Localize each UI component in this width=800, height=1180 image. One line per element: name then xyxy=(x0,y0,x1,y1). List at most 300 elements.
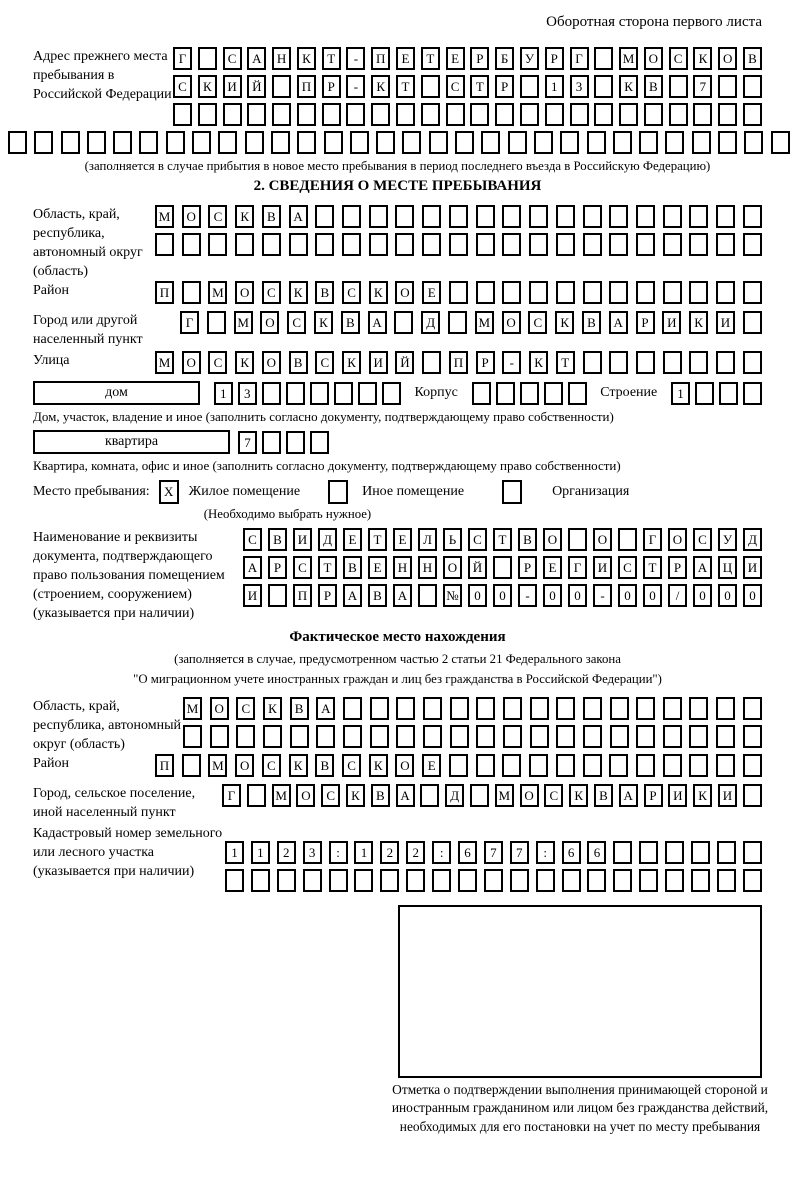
char-cell xyxy=(192,131,211,154)
char-cell: С xyxy=(262,754,281,777)
prev-address-row-4 xyxy=(8,131,790,155)
char-cell xyxy=(286,431,305,454)
char-cell: 0 xyxy=(543,584,562,607)
char-cell xyxy=(208,233,227,256)
char-cell: О xyxy=(593,528,612,551)
prev-address-row-1 xyxy=(173,47,762,71)
char-cell: 2 xyxy=(406,841,425,864)
char-cell: И xyxy=(668,784,687,807)
char-cell xyxy=(370,697,389,720)
char-cell xyxy=(636,205,655,228)
char-cell xyxy=(324,131,343,154)
document-row-3 xyxy=(243,584,762,608)
fact-title: Фактическое место нахождения xyxy=(289,629,506,646)
char-cell: В xyxy=(582,311,601,334)
char-cell xyxy=(484,869,503,892)
char-cell xyxy=(556,205,575,228)
char-cell: Л xyxy=(418,528,437,551)
char-cell xyxy=(570,103,589,126)
char-cell: О xyxy=(644,47,663,70)
char-cell: Е xyxy=(368,556,387,579)
char-cell xyxy=(198,103,217,126)
char-cell xyxy=(716,351,735,374)
char-cell: Р xyxy=(518,556,537,579)
char-cell: С xyxy=(618,556,637,579)
char-cell xyxy=(423,697,442,720)
char-cell: С xyxy=(236,697,255,720)
stamp-box xyxy=(398,905,762,1078)
char-cell: 0 xyxy=(493,584,512,607)
fact-note-2: "О миграционном учете иностранных граждан и лиц без гражданства в Российской Федерации") xyxy=(133,671,662,686)
kadastr-group xyxy=(33,824,762,897)
char-cell xyxy=(663,205,682,228)
char-cell xyxy=(587,131,606,154)
char-cell xyxy=(247,784,266,807)
char-cell xyxy=(173,103,192,126)
fact-raion-row xyxy=(155,754,762,778)
char-cell: М xyxy=(155,205,174,228)
char-cell xyxy=(8,131,27,154)
char-cell xyxy=(530,697,549,720)
char-cell xyxy=(689,281,708,304)
char-cell xyxy=(198,47,217,70)
char-cell: А xyxy=(243,556,262,579)
char-cell: К xyxy=(346,784,365,807)
char-cell xyxy=(421,75,440,98)
char-cell xyxy=(166,131,185,154)
char-cell: - xyxy=(593,584,612,607)
char-cell: Й xyxy=(395,351,414,374)
char-cell: Г xyxy=(570,47,589,70)
kvartira-note: Квартира, комната, офис и иное (заполнить согласно документу, подтверждающему право собственности) xyxy=(33,458,621,474)
char-cell: С xyxy=(223,47,242,70)
char-cell: Т xyxy=(318,556,337,579)
char-cell: С xyxy=(173,75,192,98)
char-cell xyxy=(290,725,309,748)
char-cell: 7 xyxy=(484,841,503,864)
char-cell: К xyxy=(529,351,548,374)
char-cell: В xyxy=(371,784,390,807)
char-cell: О xyxy=(235,281,254,304)
char-cell xyxy=(423,725,442,748)
fact-oblast-row-1 xyxy=(183,697,762,721)
char-cell xyxy=(695,382,714,405)
char-cell xyxy=(568,528,587,551)
char-cell: О xyxy=(182,351,201,374)
char-cell xyxy=(716,697,735,720)
raion-row xyxy=(155,281,762,305)
char-cell: 0 xyxy=(568,584,587,607)
char-cell: 1 xyxy=(545,75,564,98)
char-cell: С xyxy=(208,351,227,374)
char-cell xyxy=(449,754,468,777)
char-cell xyxy=(610,725,629,748)
fact-raion-group xyxy=(33,754,762,782)
char-cell xyxy=(636,233,655,256)
char-cell xyxy=(476,233,495,256)
char-cell xyxy=(743,205,762,228)
char-cell: К xyxy=(369,754,388,777)
char-cell: П xyxy=(155,754,174,777)
char-cell: 7 xyxy=(238,431,257,454)
char-cell: И xyxy=(223,75,242,98)
checkbox-inoe xyxy=(328,480,348,504)
char-cell xyxy=(418,584,437,607)
char-cell: И xyxy=(243,584,262,607)
char-cell xyxy=(663,725,682,748)
char-cell: П xyxy=(449,351,468,374)
char-cell xyxy=(665,841,684,864)
char-cell xyxy=(449,205,468,228)
char-cell xyxy=(717,841,736,864)
char-cell: Г xyxy=(173,47,192,70)
char-cell: К xyxy=(235,205,254,228)
prev-address-rows xyxy=(173,47,762,131)
mesto-label: Место пребывания: xyxy=(33,484,150,500)
char-cell: А xyxy=(247,47,266,70)
char-cell xyxy=(449,281,468,304)
char-cell xyxy=(613,869,632,892)
char-cell: 0 xyxy=(693,584,712,607)
char-cell: С xyxy=(262,281,281,304)
char-cell: К xyxy=(289,281,308,304)
char-cell xyxy=(536,869,555,892)
char-cell xyxy=(476,205,495,228)
char-cell xyxy=(155,233,174,256)
char-cell xyxy=(530,725,549,748)
char-cell xyxy=(609,233,628,256)
char-cell xyxy=(236,725,255,748)
char-cell: Г xyxy=(568,556,587,579)
char-cell xyxy=(743,351,762,374)
char-cell xyxy=(316,725,335,748)
char-cell xyxy=(719,382,738,405)
char-cell: В xyxy=(268,528,287,551)
char-cell: Е xyxy=(422,281,441,304)
char-cell xyxy=(636,725,655,748)
char-cell: Е xyxy=(393,528,412,551)
char-cell: С xyxy=(446,75,465,98)
stroenie-label: Строение xyxy=(600,385,658,401)
gorod-group xyxy=(33,311,762,349)
char-cell xyxy=(286,382,305,405)
char-cell xyxy=(689,233,708,256)
char-cell: - xyxy=(346,75,365,98)
char-cell xyxy=(376,131,395,154)
char-cell: 0 xyxy=(618,584,637,607)
char-cell: Е xyxy=(446,47,465,70)
char-cell: С xyxy=(342,754,361,777)
char-cell: А xyxy=(396,784,415,807)
char-cell xyxy=(583,754,602,777)
char-cell: Д xyxy=(318,528,337,551)
char-cell xyxy=(692,131,711,154)
section2-title: 2. СВЕДЕНИЯ О МЕСТЕ ПРЕБЫВАНИЯ xyxy=(253,178,542,194)
char-cell: П xyxy=(155,281,174,304)
char-cell: Й xyxy=(247,75,266,98)
char-cell xyxy=(663,351,682,374)
char-cell: В xyxy=(518,528,537,551)
char-cell xyxy=(277,869,296,892)
char-cell xyxy=(207,311,226,334)
char-cell xyxy=(743,311,762,334)
char-cell xyxy=(587,869,606,892)
char-cell: К xyxy=(235,351,254,374)
char-cell xyxy=(689,205,708,228)
char-cell xyxy=(245,131,264,154)
char-cell xyxy=(182,281,201,304)
char-cell: В xyxy=(743,47,762,70)
char-cell: К xyxy=(263,697,282,720)
char-cell: С xyxy=(544,784,563,807)
char-cell xyxy=(636,697,655,720)
stamp-area xyxy=(391,905,769,1137)
char-cell: И xyxy=(743,556,762,579)
char-cell xyxy=(556,233,575,256)
char-cell: 6 xyxy=(587,841,606,864)
char-cell xyxy=(225,869,244,892)
char-cell: О xyxy=(520,784,539,807)
char-cell xyxy=(743,382,762,405)
char-cell xyxy=(210,725,229,748)
char-cell xyxy=(545,103,564,126)
korpus-label: Корпус xyxy=(414,385,458,401)
char-cell xyxy=(556,725,575,748)
char-cell xyxy=(689,754,708,777)
oblast-group xyxy=(33,205,762,281)
char-cell: М xyxy=(208,281,227,304)
char-cell xyxy=(218,131,237,154)
document-label: Наименование и реквизиты документа, подтверждающего право пользования помещением (строением, сооружением) (указывается при наличии) xyxy=(33,530,225,622)
char-cell xyxy=(251,869,270,892)
char-cell xyxy=(406,869,425,892)
ulitsa-group xyxy=(33,351,762,379)
char-cell: В xyxy=(594,784,613,807)
char-cell xyxy=(583,351,602,374)
char-cell xyxy=(297,131,316,154)
char-cell xyxy=(639,131,658,154)
char-cell: 1 xyxy=(225,841,244,864)
char-cell xyxy=(476,697,495,720)
char-cell xyxy=(113,131,132,154)
char-cell xyxy=(495,103,514,126)
char-cell: Е xyxy=(543,556,562,579)
char-cell xyxy=(613,131,632,154)
kadastr-label: Кадастровый номер земельного или лесного участка (указывается при наличии) xyxy=(33,825,223,879)
char-cell xyxy=(669,103,688,126)
char-cell: - xyxy=(502,351,521,374)
char-cell: Р xyxy=(636,311,655,334)
oblast-row-1 xyxy=(155,205,762,229)
page-header-note: Оборотная сторона первого листа xyxy=(546,14,762,30)
char-cell xyxy=(496,382,515,405)
char-cell xyxy=(346,103,365,126)
char-cell: 1 xyxy=(671,382,690,405)
fact-oblast-label: Область, край, республика, автономный округ (область) xyxy=(33,698,182,752)
fact-gorod-row xyxy=(222,784,762,808)
char-cell: Е xyxy=(396,47,415,70)
char-cell: Т xyxy=(556,351,575,374)
char-cell xyxy=(583,205,602,228)
char-cell xyxy=(268,584,287,607)
char-cell: В xyxy=(290,697,309,720)
char-cell xyxy=(289,233,308,256)
char-cell xyxy=(272,75,291,98)
kvartira-box: квартира xyxy=(33,430,230,454)
char-cell: И xyxy=(369,351,388,374)
char-cell: В xyxy=(289,351,308,374)
gorod-row xyxy=(180,311,762,335)
char-cell: О xyxy=(296,784,315,807)
char-cell xyxy=(613,841,632,864)
char-cell xyxy=(182,754,201,777)
char-cell: Т xyxy=(368,528,387,551)
char-cell xyxy=(223,103,242,126)
char-cell xyxy=(370,725,389,748)
char-cell xyxy=(718,131,737,154)
char-cell: Б xyxy=(495,47,514,70)
char-cell xyxy=(183,725,202,748)
char-cell: О xyxy=(210,697,229,720)
char-cell: К xyxy=(369,281,388,304)
char-cell: О xyxy=(395,281,414,304)
prev-address-row-3 xyxy=(173,103,762,127)
char-cell: 6 xyxy=(562,841,581,864)
char-cell xyxy=(343,725,362,748)
char-cell xyxy=(717,869,736,892)
char-cell xyxy=(87,131,106,154)
char-cell: Г xyxy=(180,311,199,334)
char-cell: С xyxy=(321,784,340,807)
char-cell: Р xyxy=(476,351,495,374)
char-cell xyxy=(716,754,735,777)
char-cell xyxy=(272,103,291,126)
char-cell: М xyxy=(155,351,174,374)
kadastr-row-2 xyxy=(225,869,762,893)
char-cell xyxy=(262,233,281,256)
char-cell xyxy=(396,697,415,720)
dom-box: дом xyxy=(33,381,200,405)
char-cell xyxy=(663,281,682,304)
char-cell xyxy=(446,103,465,126)
char-cell: Д xyxy=(743,528,762,551)
char-cell xyxy=(34,131,53,154)
char-cell: М xyxy=(183,697,202,720)
char-cell: Д xyxy=(421,311,440,334)
ulitsa-row xyxy=(155,351,762,375)
fact-oblast-group xyxy=(33,697,762,754)
char-cell: 2 xyxy=(277,841,296,864)
char-cell: И xyxy=(662,311,681,334)
char-cell xyxy=(594,75,613,98)
document-row-2 xyxy=(243,556,762,580)
char-cell xyxy=(665,131,684,154)
char-cell xyxy=(371,103,390,126)
char-cell xyxy=(420,784,439,807)
char-cell xyxy=(744,131,763,154)
char-cell xyxy=(743,725,762,748)
char-cell: / xyxy=(668,584,687,607)
char-cell: 7 xyxy=(510,841,529,864)
char-cell xyxy=(303,869,322,892)
oblast-rows xyxy=(155,205,762,261)
char-cell: № xyxy=(443,584,462,607)
char-cell: М xyxy=(495,784,514,807)
char-cell xyxy=(520,75,539,98)
prev-address-row-2 xyxy=(173,75,762,99)
char-cell: 0 xyxy=(743,584,762,607)
char-cell: В xyxy=(341,311,360,334)
char-cell: А xyxy=(368,311,387,334)
char-cell xyxy=(432,869,451,892)
char-cell xyxy=(669,75,688,98)
char-cell: К xyxy=(289,754,308,777)
char-cell: С xyxy=(293,556,312,579)
char-cell xyxy=(429,131,448,154)
char-cell: Р xyxy=(495,75,514,98)
char-cell xyxy=(716,281,735,304)
char-cell: С xyxy=(468,528,487,551)
char-cell xyxy=(583,233,602,256)
char-cell xyxy=(402,131,421,154)
char-cell: О xyxy=(235,754,254,777)
char-cell: Г xyxy=(643,528,662,551)
char-cell xyxy=(609,281,628,304)
char-cell xyxy=(139,131,158,154)
char-cell: Й xyxy=(468,556,487,579)
char-cell: Р xyxy=(268,556,287,579)
char-cell: К xyxy=(314,311,333,334)
char-cell xyxy=(743,233,762,256)
char-cell: Е xyxy=(343,528,362,551)
document-row-1 xyxy=(243,528,762,552)
mesto-option-organizaciya: Организация xyxy=(552,484,630,500)
char-cell: Р xyxy=(470,47,489,70)
char-cell xyxy=(693,103,712,126)
char-cell xyxy=(663,754,682,777)
char-cell xyxy=(560,131,579,154)
stamp-note: Отметка о подтверждении выполнения принимающей стороной и иностранным гражданином или лицом без гражданства действий, необходимых для его постановки на учет по месту пребывания xyxy=(391,1081,769,1134)
char-cell: С xyxy=(315,351,334,374)
char-cell xyxy=(609,351,628,374)
mesto-row xyxy=(33,479,762,505)
char-cell xyxy=(421,103,440,126)
char-cell: П xyxy=(297,75,316,98)
char-cell xyxy=(476,281,495,304)
char-cell: Ь xyxy=(443,528,462,551)
raion-group xyxy=(33,281,762,309)
char-cell xyxy=(369,205,388,228)
dom-row xyxy=(33,381,762,405)
char-cell xyxy=(636,754,655,777)
char-cell: 1 xyxy=(354,841,373,864)
char-cell: М xyxy=(272,784,291,807)
char-cell: - xyxy=(518,584,537,607)
char-cell: К xyxy=(297,47,316,70)
oblast-label: Область, край, республика, автономный округ (область) xyxy=(33,207,143,280)
char-cell: Т xyxy=(493,528,512,551)
char-cell: Е xyxy=(422,754,441,777)
char-cell xyxy=(562,869,581,892)
char-cell: О xyxy=(718,47,737,70)
char-cell xyxy=(610,697,629,720)
char-cell: С xyxy=(243,528,262,551)
char-cell: А xyxy=(316,697,335,720)
char-cell xyxy=(529,205,548,228)
fact-gorod-label: Город, сельское поселение, иной населенный пункт xyxy=(33,785,196,820)
char-cell: О xyxy=(182,205,201,228)
char-cell: Д xyxy=(445,784,464,807)
